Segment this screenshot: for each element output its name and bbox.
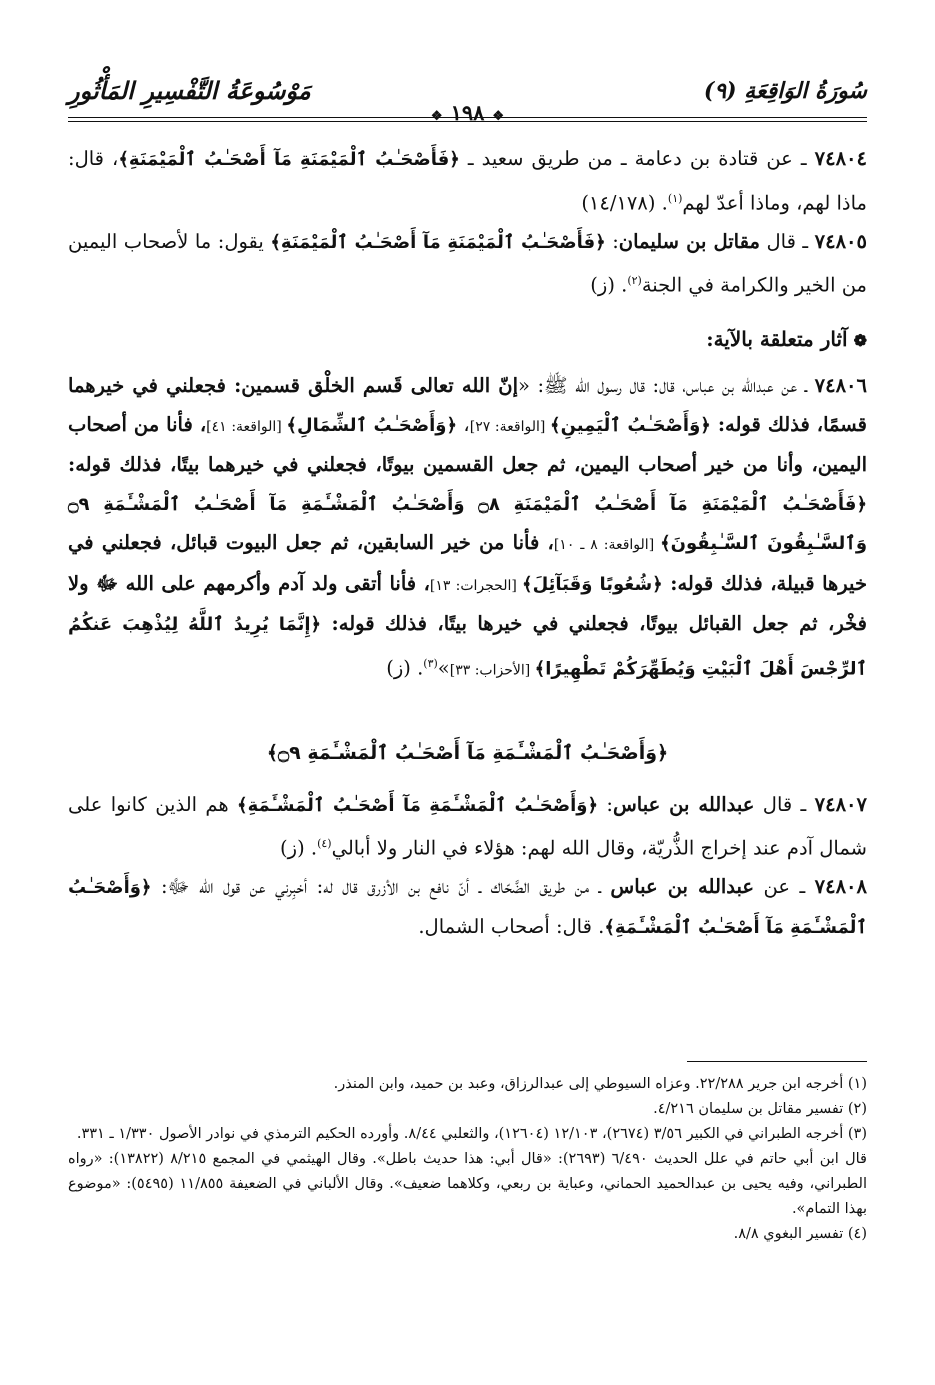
quran-quote: ﴿وَأَصْحَـٰبُ ٱلْمَشْـَٔمَةِ مَآ أَصْحَـٰبُ ٱلْمَشْـَٔمَةِ﴾ bbox=[68, 877, 867, 938]
athar-74807 bbox=[68, 786, 867, 869]
hadith-text: ، فأنا أتقى ولد آدم وأكرمهم على الله ﷻ ولا فخْر، ثم جعل القبائل بيوتًا، فجعلني في خيرها بيتًا، فذلك قوله: bbox=[68, 571, 867, 635]
footnote-2: (٢) تفسير مقاتل بن سليمان ٤/٢١٦. bbox=[653, 1101, 867, 1117]
footnote-4: (٤) تفسير البغوي ٨/٨. bbox=[733, 1226, 867, 1242]
quran-quote: ﴿فَأَصْحَـٰبُ ٱلْمَيْمَنَةِ مَآ أَصْحَـٰبُ ٱلْمَيْمَنَةِ﴾ bbox=[118, 149, 460, 170]
narrator-name: عبدالله بن عباس bbox=[612, 792, 755, 816]
athar-74808 bbox=[68, 868, 867, 947]
ornament-right: ❖ bbox=[492, 109, 505, 124]
verse-heading: ﴿وَأَصْحَـٰبُ ٱلْمَشْـَٔمَةِ مَآ أَصْحَـٰبُ ٱلْمَشْـَٔمَةِ ۝٩﴾ bbox=[266, 741, 669, 764]
text: ـ من طريق الضَّحّاك ـ أنّ نافع بن الأزرق قال له: أخبِرني عن قول الله ﷻ: bbox=[151, 875, 611, 898]
quran-quote: ﴿شُعُوبًا وَقَبَآئِلَ﴾ bbox=[522, 573, 663, 595]
footnote-rule bbox=[687, 1061, 867, 1062]
page-body bbox=[68, 140, 867, 947]
quran-quote: ﴿إِنَّمَا يُرِيدُ ٱللَّهُ لِيُذْهِبَ عَنكُمُ ٱلرِّجْسَ أَهْلَ ٱلْبَيْتِ وَيُطَهِّرَكُمْ تَطْهِيرًا﴾ bbox=[68, 614, 867, 679]
athar-74805 bbox=[68, 223, 867, 306]
quran-quote: ﴿فَأَصْحَـٰبُ ٱلْمَيْمَنَةِ مَآ أَصْحَـٰبُ ٱلْمَيْمَنَةِ﴾ bbox=[270, 231, 606, 253]
text: » bbox=[437, 656, 450, 679]
quran-ref: [الأحزاب: ٣٣] bbox=[449, 662, 535, 678]
footnote-1: (١) أخرجه ابن جرير ٢٢/٢٨٨. وعزاه السيوطي إلى عبدالرزاق، وعبد بن حميد، وابن المنذر. bbox=[333, 1076, 867, 1092]
page-number: ١٩٨ bbox=[450, 100, 485, 125]
quran-ref: [الحجرات: ١٣] bbox=[429, 577, 523, 594]
quran-ref: [الواقعة: ٢٧] bbox=[469, 418, 551, 435]
narrator-name: عبدالله بن عباس bbox=[610, 875, 755, 898]
athar-74806 bbox=[68, 367, 867, 690]
text: . (ز) bbox=[280, 836, 318, 860]
footnote-marker[interactable]: (٢) bbox=[627, 274, 642, 287]
section-title: آثار متعلقة بالآية: bbox=[706, 327, 848, 351]
footnote-3-cont: قال ابن أبي حاتم في علل الحديث ٦/٤٩٠ (٢٦٩٣): «قال أبي: هذا حديث باطل». وقال الهيثمي في المجمع ٨/٢١٥ (١٣٨٢٢): «رواه الطبراني، وفيه يحيى بن عبدالحميد الحماني، وعباية بن ربعي، وكلاهما ضعيف». وقال الألباني في الضعيفة ١١/٨٥٥ (٥٤٩٥): «موضوع بهذا التمام». bbox=[68, 1151, 867, 1217]
footnote-marker[interactable]: (١) bbox=[667, 191, 683, 205]
athar-number: ٧٤٨٠٥ bbox=[814, 229, 868, 253]
quran-quote: ﴿وَأَصْحَـٰبُ ٱلشِّمَالِ﴾ bbox=[286, 414, 457, 436]
narrator-name: مقاتل بن سليمان bbox=[618, 229, 760, 253]
hadith-text: ، فأنا من أصحاب اليمين، وأنا من خير أصحاب اليمين، ثم جعل القسمين بيوتًا، فجعلني في خيرهما بيتًا، فذلك قوله: bbox=[68, 412, 867, 476]
footnote-marker[interactable]: (٤) bbox=[317, 837, 332, 850]
text: ـ عن قتادة بن دعامة ـ من طريق سعيد ـ bbox=[459, 147, 815, 170]
athar-number: ٧٤٨٠٧ bbox=[814, 792, 867, 816]
athar-number: ٧٤٨٠٤ bbox=[814, 147, 868, 170]
page bbox=[68, 0, 867, 1385]
text: . (ز) bbox=[590, 273, 628, 297]
quran-quote: ﴿وَأَصْحَـٰبُ ٱلْيَمِينِ﴾ bbox=[550, 414, 711, 436]
text: : bbox=[598, 792, 613, 816]
text: . قال: أصحاب الشمال. bbox=[418, 914, 605, 938]
footnotes bbox=[68, 1072, 867, 1247]
text: : bbox=[605, 229, 619, 253]
text: ـ قال bbox=[759, 229, 815, 253]
footnote-marker[interactable]: (٣) bbox=[423, 656, 438, 670]
athar-number: ٧٤٨٠٦ bbox=[814, 374, 867, 397]
text: . (١٤/١٧٨) bbox=[581, 191, 668, 214]
text: ، قال: ماذا لهم، وماذا أعدّ لهم bbox=[68, 147, 867, 214]
athar-number: ٧٤٨٠٨ bbox=[814, 875, 867, 898]
quran-ref: [الواقعة: ٤١] bbox=[206, 418, 287, 435]
text: يقول: ما لأصحاب اليمين من الخير والكرامة في الجنة bbox=[68, 229, 867, 297]
athar-74804 bbox=[68, 140, 867, 223]
ornament-left: ❖ bbox=[430, 109, 443, 124]
header-rule bbox=[68, 117, 867, 118]
quran-quote: ﴿فَأَصْحَـٰبُ ٱلْمَيْمَنَةِ مَآ أَصْحَـٰبُ ٱلْمَيْمَنَةِ ۝٨ وَأَصْحَـٰبُ ٱلْمَشْـَٔمَةِ مَآ أَصْحَـٰبُ ٱلْمَشْـَٔمَةِ ۝٩ وَٱلسَّـٰبِقُونَ ٱلسَّـٰبِقُونَ﴾ bbox=[68, 493, 868, 554]
text: ـ قال bbox=[754, 792, 815, 816]
text: هم الذين كانوا على شمال آدم عند إخراج الذُّريّة، وقال الله لهم: هؤلاء في النار ولا أبالي bbox=[68, 792, 867, 860]
text: ـ عن bbox=[754, 875, 815, 898]
quran-ref: [الواقعة: ٨ ـ ١٠] bbox=[553, 537, 661, 553]
quran-quote: ﴿وَأَصْحَـٰبُ ٱلْمَشْـَٔمَةِ مَآ أَصْحَـٰبُ ٱلْمَشْـَٔمَةِ﴾ bbox=[237, 794, 599, 816]
section-heading bbox=[68, 319, 867, 361]
footnote-3: (٣) أخرجه الطبراني في الكبير ٣/٥٦ (٢٦٧٤)، ١٢/١٠٣ (١٢٦٠٤)، والثعلبي ٨/٤٤. وأورده الحكيم الترمذي في نوادر الأصول ١/٣٣٠ ـ ٣٣١. bbox=[76, 1126, 867, 1142]
flower-icon: ❁ bbox=[853, 331, 867, 350]
text: ، bbox=[457, 412, 470, 436]
surah-title: سُورَةُ الوَاقِعَةِ (٩) bbox=[703, 78, 867, 104]
header-rule-thin bbox=[68, 121, 867, 122]
text: ـ عن عبدالله بن عباس، قال: قال رسول الله ﷺ: « bbox=[518, 374, 815, 397]
book-title: مَوْسُوعَةُ التَّفْسِيرِ المَأْثُورِ bbox=[68, 76, 311, 105]
text: . (ز) bbox=[386, 656, 424, 679]
hadith-text: ، فأنا من خير السابقين، ثم جعل البيوت قبائل، فجعلني في خيرها قبيلة، فذلك قوله: bbox=[68, 531, 867, 595]
hadith-text: إنّ الله تعالى قَسم الخلْق قسمين: فجعلني في خيرهما قسمًا، فذلك قوله: bbox=[68, 374, 868, 436]
